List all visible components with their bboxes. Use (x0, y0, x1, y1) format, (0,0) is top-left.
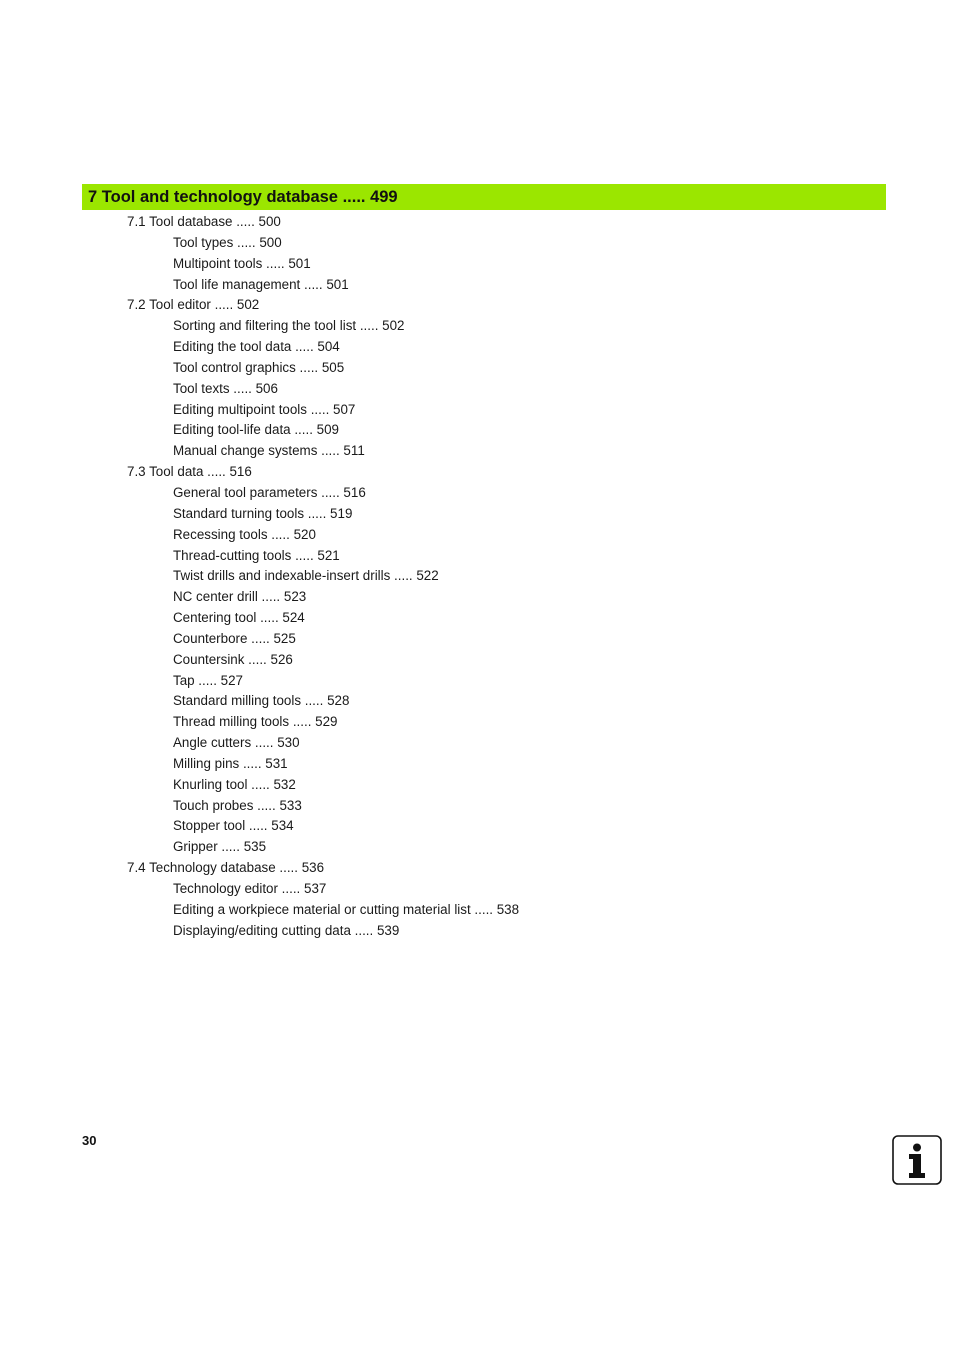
toc-subsection-entry[interactable]: Twist drills and indexable-insert drills ..... 522 (173, 568, 439, 584)
page-number: 30 (82, 1133, 97, 1148)
toc-subsection-entry[interactable]: NC center drill ..... 523 (173, 589, 307, 605)
toc-subsection-entry[interactable]: Stopper tool ..... 534 (173, 818, 294, 834)
toc-section-entry[interactable]: 7.1 Tool database ..... 500 (127, 214, 281, 229)
toc-subsection-entry[interactable]: Angle cutters ..... 530 (173, 735, 300, 751)
toc-subsection-entry[interactable]: Displaying/editing cutting data ..... 539 (173, 922, 400, 938)
toc-subsection-entry[interactable]: General tool parameters ..... 516 (173, 484, 366, 500)
toc-subsection-entry[interactable]: Sorting and filtering the tool list ..... 502 (173, 318, 405, 334)
toc-subsection-entry[interactable]: Multipoint tools ..... 501 (173, 255, 311, 271)
toc-subsection-entry[interactable]: Tool life management ..... 501 (173, 276, 349, 292)
toc-subsection-entry[interactable]: Countersink ..... 526 (173, 651, 293, 667)
toc-subsection-entry[interactable]: Milling pins ..... 531 (173, 755, 288, 771)
toc-subsection-entry[interactable]: Centering tool ..... 524 (173, 610, 305, 626)
toc-section-entry[interactable]: 7.4 Technology database ..... 536 (127, 860, 325, 876)
toc-subsection-entry[interactable]: Tool types ..... 500 (173, 234, 282, 250)
toc-subsection-entry[interactable]: Editing multipoint tools ..... 507 (173, 401, 356, 417)
toc-subsection-entry[interactable]: Thread-cutting tools ..... 521 (173, 547, 340, 563)
toc-subsection-entry[interactable]: Editing the tool data ..... 504 (173, 339, 340, 355)
toc-section-entry[interactable]: 7.3 Tool data ..... 516 (127, 464, 252, 480)
toc-subsection-entry[interactable]: Counterbore ..... 525 (173, 630, 296, 646)
toc-subsection-entry[interactable]: Standard milling tools ..... 528 (173, 693, 350, 709)
toc-subsection-entry[interactable]: Gripper ..... 535 (173, 839, 267, 855)
toc-subsection-entry[interactable]: Knurling tool ..... 532 (173, 776, 296, 792)
toc-subsection-entry[interactable]: Editing a workpiece material or cutting material list ..... 538 (173, 901, 520, 917)
toc-subsection-entry[interactable]: Recessing tools ..... 520 (173, 526, 316, 542)
chapter-heading[interactable]: 7 Tool and technology database ..... 499 (82, 184, 886, 210)
toc-subsection-entry[interactable]: Tool control graphics ..... 505 (173, 359, 345, 375)
toc-subsection-entry[interactable]: Editing tool-life data ..... 509 (173, 422, 339, 438)
toc-subsection-entry[interactable]: Technology editor ..... 537 (173, 881, 327, 896)
toc-subsection-entry[interactable]: Manual change systems ..... 511 (173, 443, 365, 459)
toc-subsection-entry[interactable]: Thread milling tools ..... 529 (173, 714, 338, 730)
toc-subsection-entry[interactable]: Touch probes ..... 533 (173, 797, 302, 813)
table-of-contents (0, 212, 954, 942)
toc-subsection-entry[interactable]: Standard turning tools ..... 519 (173, 505, 353, 521)
toc-subsection-entry[interactable]: Tap ..... 527 (173, 672, 243, 688)
info-icon (892, 1135, 942, 1185)
toc-section-entry[interactable]: 7.2 Tool editor ..... 502 (127, 297, 260, 313)
toc-subsection-entry[interactable]: Tool texts ..... 506 (173, 380, 278, 396)
